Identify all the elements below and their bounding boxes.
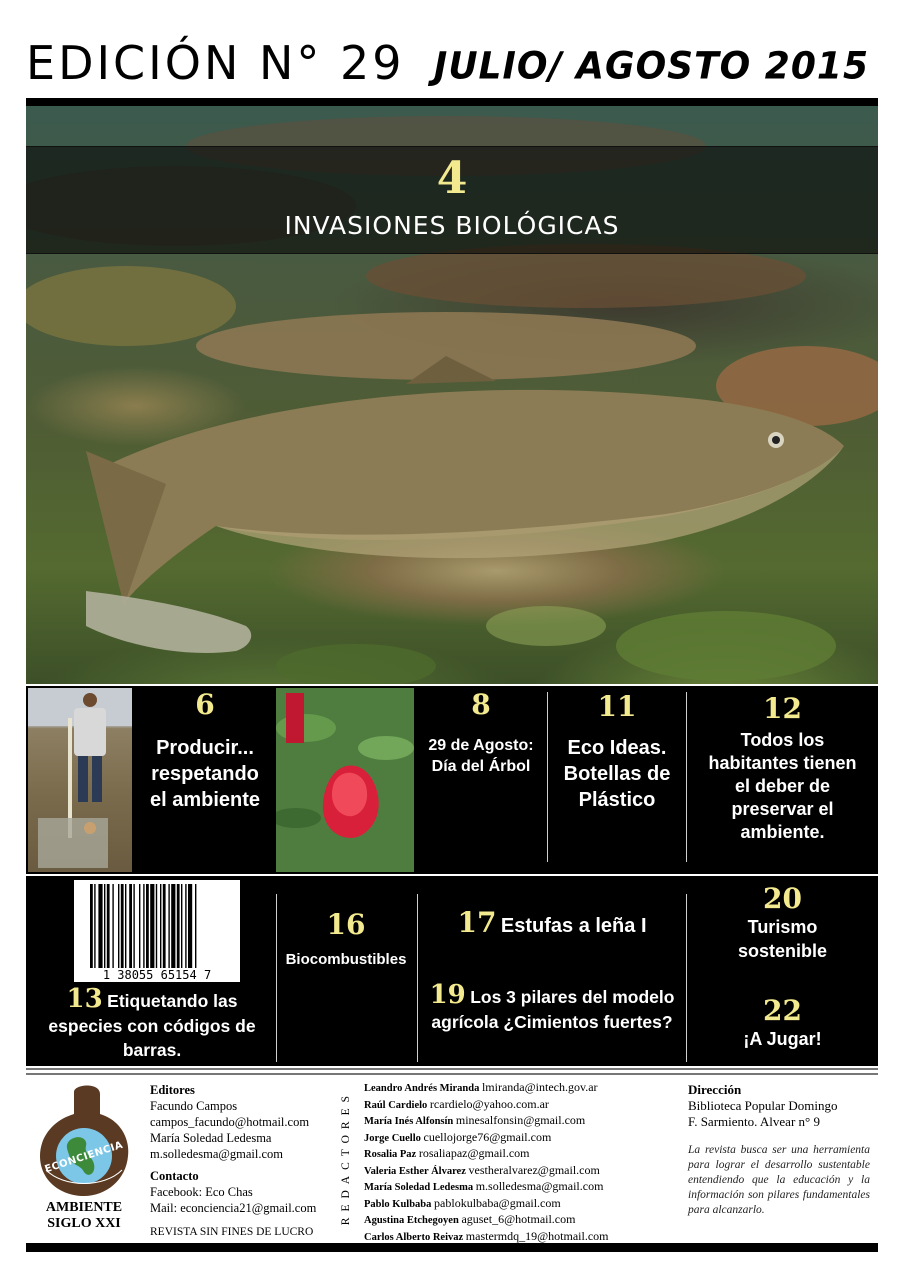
contents-row-2 [26, 876, 878, 1066]
logo-caption-line-1: AMBIENTE [45, 1200, 123, 1215]
article-6-page: 6 [195, 688, 215, 721]
issue-date: JULIO/ AGOSTO 2015 [433, 44, 869, 89]
redactor-name: Leandro Andrés Miranda [364, 1083, 482, 1094]
editors-heading: Editores [150, 1083, 195, 1097]
barcode-bar [160, 884, 161, 968]
farmer-photo [28, 688, 132, 872]
article-11-page: 11 [597, 690, 637, 723]
contents-row-1 [26, 686, 878, 874]
article-22-title: ¡A Jugar! [743, 1029, 822, 1049]
barcode-bar [121, 884, 124, 968]
barcode-bar [129, 884, 132, 968]
article-6-title: Producir... respetando el ambiente [149, 737, 261, 811]
barcode-bar [168, 884, 169, 968]
logo-caption [34, 1200, 134, 1232]
redactores-label: REDACTORES [340, 1090, 352, 1226]
barcode-bar [177, 884, 180, 968]
barcode-bar [163, 884, 166, 968]
mission-statement: La revista busca ser una herramienta para lograr el desarrollo sustentable entendiendo que la educación y la información son pilares fundamentales para alcanzarlo. [688, 1144, 870, 1216]
redactor-row [364, 1179, 664, 1196]
redactor-name: Jorge Cuello [364, 1132, 424, 1144]
barcode-bar [185, 884, 186, 968]
redactor-email: rcardielo@yahoo.com.ar [429, 1096, 549, 1111]
barcode-bar [156, 884, 157, 968]
article-11-title: Eco Ideas. Botellas de Plástico [563, 737, 671, 811]
redactor-email: aguset_6@hotmail.com [461, 1212, 576, 1226]
barcode-bar [171, 884, 175, 968]
barcode-bar [143, 884, 144, 968]
article-20-title: Turismo sostenible [737, 917, 828, 961]
redactor-name: Rosalia Paz [364, 1149, 419, 1160]
barcode-bar [188, 884, 192, 968]
non-profit-note: REVISTA SIN FINES DE LUCRO [150, 1226, 314, 1238]
redactor-name: Valeria Esther Álvarez [364, 1165, 469, 1177]
barcode-bar [107, 884, 110, 968]
redactores-list [364, 1080, 664, 1245]
redactor-row [364, 1196, 664, 1213]
redactor-email: m.solledesma@gmail.com [475, 1179, 604, 1193]
article-12-page: 12 [763, 692, 802, 725]
article-13-title: Etiquetando las especies con códigos de barras. [48, 991, 256, 1060]
barcode-bar [118, 884, 119, 968]
redactor-row [364, 1097, 664, 1114]
barcode-digits: 1 38055 65154 7 [74, 968, 240, 982]
cover-title: INVASIONES BIOLÓGICAS [284, 211, 620, 240]
barcode-bar [146, 884, 149, 968]
redactor-row [364, 1113, 664, 1130]
article-16-title: Biocombustibles [285, 951, 407, 968]
redactor-email: pablokulbaba@gmail.com [434, 1195, 561, 1210]
bottom-bar [26, 1243, 878, 1252]
redactor-row [364, 1212, 664, 1229]
header-rule [26, 98, 878, 106]
article-8-page: 8 [471, 688, 491, 721]
barcode-bar [195, 884, 196, 968]
footer-rule [26, 1068, 878, 1070]
barcode-bar [104, 884, 105, 968]
article-19-title: Los 3 pilares del modelo agrícola ¿Cimientos fuertes? [431, 987, 675, 1032]
redactor-email: rosaliapaz@gmail.com [418, 1146, 530, 1160]
redactor-name: Agustina Etchegoyen [364, 1215, 462, 1226]
barcode-bar [94, 884, 95, 968]
barcode-bar [181, 884, 182, 968]
redactor-name: Pablo Kulbaba [364, 1198, 435, 1210]
editors-block [150, 1082, 335, 1240]
redactor-email: mastermdq_19@hotmail.com [465, 1228, 609, 1243]
ceibo-flower-photo [276, 688, 414, 872]
article-12-title: Todos los habitantes tienen el deber de preservar el ambiente. [708, 730, 857, 842]
article-22-page: 22 [763, 994, 802, 1027]
redactor-row [364, 1130, 664, 1147]
barcode-bar [90, 884, 93, 968]
article-16-page: 16 [326, 908, 366, 941]
redactor-row [364, 1163, 664, 1180]
redactor-name: María Inés Alfonsín [364, 1116, 456, 1127]
editor-name: María Soledad Ledesma [150, 1131, 272, 1145]
logo-word: ECONCIENCIA [43, 1139, 125, 1176]
article-17-page: 17 [457, 906, 497, 939]
redactor-row [364, 1146, 664, 1163]
redactor-email: lmiranda@intech.gov.ar [481, 1080, 598, 1094]
redactor-name: Raúl Cardielo [364, 1099, 430, 1111]
redactor-email: vestheralvarez@gmail.com [468, 1162, 600, 1177]
cover-photo [26, 106, 878, 684]
editor-name: Facundo Campos [150, 1099, 238, 1113]
address-heading: Dirección [688, 1082, 742, 1097]
redactor-email: cuellojorge76@gmail.com [423, 1129, 552, 1144]
edition-title: EDICIÓN N° 29 [26, 36, 405, 90]
editor-email: campos_facundo@hotmail.com [150, 1115, 310, 1129]
cover-banner [26, 146, 878, 254]
logo-caption-line-2: SIGLO XXI [47, 1216, 121, 1231]
footer-rule [26, 1073, 878, 1075]
address-block [688, 1082, 878, 1130]
editor-email: m.solledesma@gmail.com [150, 1147, 284, 1161]
contact-mail: Mail: econciencia21@gmail.com [150, 1201, 317, 1215]
barcode-bar [98, 884, 102, 968]
barcode-bar [133, 884, 134, 968]
article-20-page: 20 [763, 882, 802, 915]
barcode-bar [112, 884, 113, 968]
barcode-bar [150, 884, 154, 968]
redactor-name: Carlos Alberto Reivaz [364, 1231, 466, 1243]
address-line: Biblioteca Popular Domingo [688, 1098, 838, 1113]
contact-facebook: Facebook: Eco Chas [150, 1185, 253, 1199]
address-line: F. Sarmiento. Alvear n° 9 [688, 1114, 820, 1129]
barcode-graphic [74, 880, 240, 980]
article-19-page: 19 [429, 980, 466, 1010]
cover-page-number: 4 [436, 153, 468, 204]
article-13-page: 13 [66, 984, 103, 1014]
contact-heading: Contacto [150, 1169, 199, 1183]
article-17-title: Estufas a leña I [500, 915, 647, 937]
barcode-bar [125, 884, 126, 968]
redactor-name: María Soledad Ledesma [364, 1182, 476, 1193]
barcode-bar [139, 884, 140, 968]
redactor-email: minesalfonsin@gmail.com [455, 1113, 586, 1127]
redactor-row [364, 1080, 664, 1097]
article-8-title: 29 de Agosto: Día del Árbol [428, 737, 534, 775]
